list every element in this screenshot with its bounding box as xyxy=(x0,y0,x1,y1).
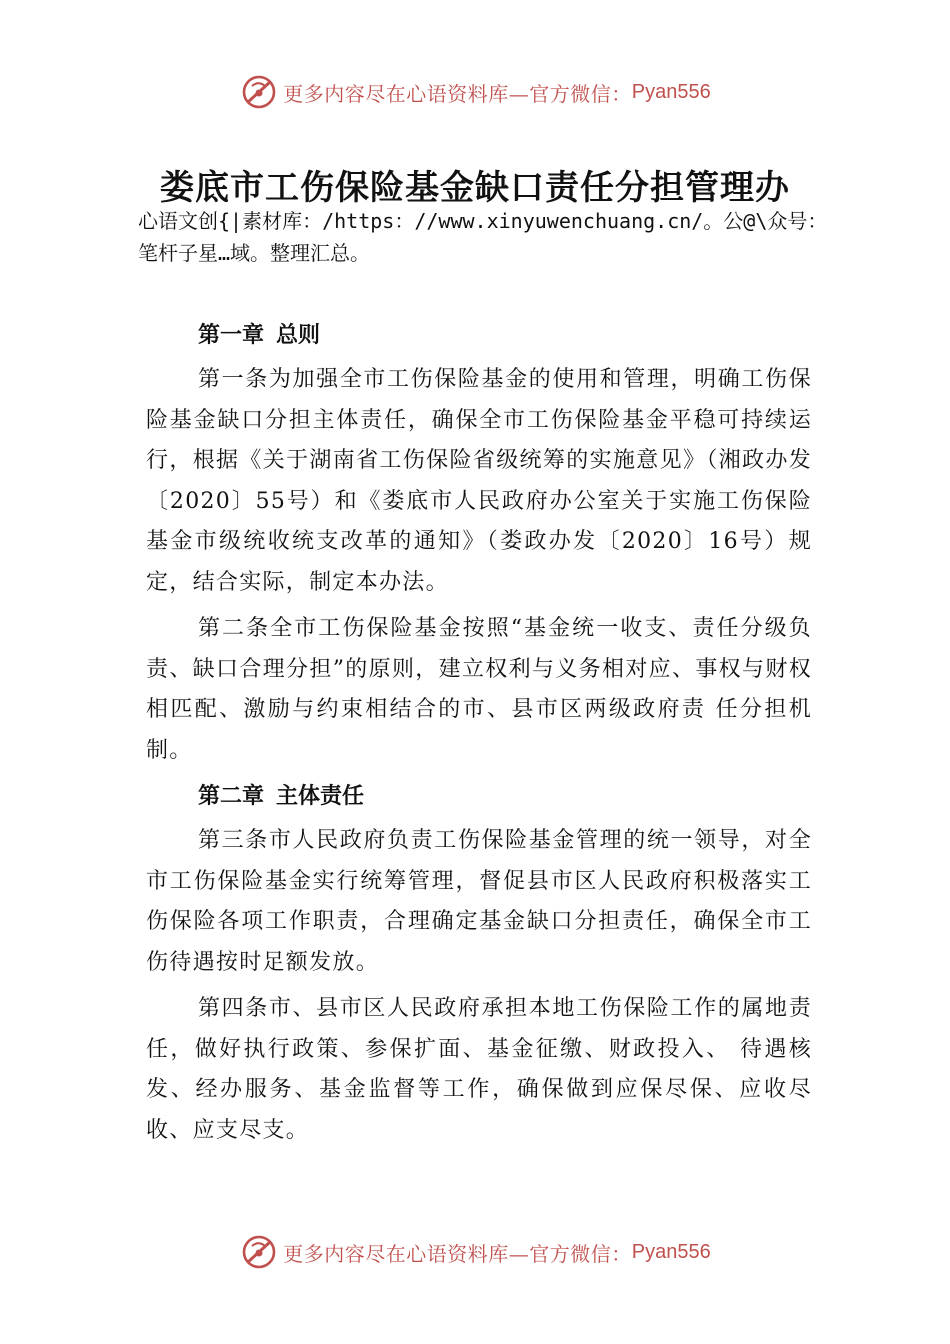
source-line: 心语文创{|素材库：/https：//www.xinyuwenchuang.cn/。公@\众号：笔杆子星…域。整理汇总。 xyxy=(138,209,828,265)
banner-wechat-id: Pyan556 xyxy=(631,1240,711,1263)
chapter-number: 第一章 xyxy=(198,323,265,348)
document-body xyxy=(146,316,812,1157)
banner-wechat-id: Pyan556 xyxy=(631,80,711,103)
header-banner xyxy=(0,70,950,114)
chapter-number: 第二章 xyxy=(198,784,265,809)
article-paragraph: 第一条为加强全市工伤保险基金的使用和管理，明确工伤保险基金缺口分担主体责任，确保全市工伤保险基金平稳可持续运行，根据《关于湖南省工伤保险省级统筹的实施意见》（湘政办发〔2020〕55号）和《娄底市人民政府办公室关于实施工伤保险基金市级统收统支改革的通知》（娄政办发〔2020〕16号）规定，结合实际，制定本办法。 xyxy=(146,367,812,595)
article-paragraph: 第三条市人民政府负责工伤保险基金管理的统一领导，对全市工伤保险基金实行统筹管理，督促县市区人民政府积极落实工伤保险各项工作职责，合理确定基金缺口分担责任，确保全市工伤待遇按时足额发放。 xyxy=(146,828,812,975)
document-title: 娄底市工伤保险基金缺口责任分担管理办 xyxy=(160,168,790,208)
banner-text: 更多内容尽在心语资料库—官方微信： xyxy=(283,1241,632,1266)
article-paragraph: 第二条全市工伤保险基金按照“基金统一收支、责任分级负责、缺口合理分担”的原则，建立权利与义务相对应、事权与财权相匹配、激励与约束相结合的市、县市区两级政府责 任分担机制。 xyxy=(146,616,812,763)
chapter-heading xyxy=(198,777,812,817)
footer-banner xyxy=(0,1230,950,1274)
logo-icon xyxy=(239,1232,279,1272)
chapter-name: 总则 xyxy=(276,323,321,348)
logo-icon xyxy=(239,72,279,112)
chapter-name: 主体责任 xyxy=(276,784,365,809)
banner-text: 更多内容尽在心语资料库—官方微信： xyxy=(283,81,632,106)
article-paragraph: 第四条市、县市区人民政府承担本地工伤保险工作的属地责任，做好执行政策、参保扩面、基金征缴、财政投入、 待遇核发、经办服务、基金监督等工作，确保做到应保尽保、应收尽收、应支尽支。 xyxy=(146,996,812,1143)
chapter-heading xyxy=(198,316,812,356)
